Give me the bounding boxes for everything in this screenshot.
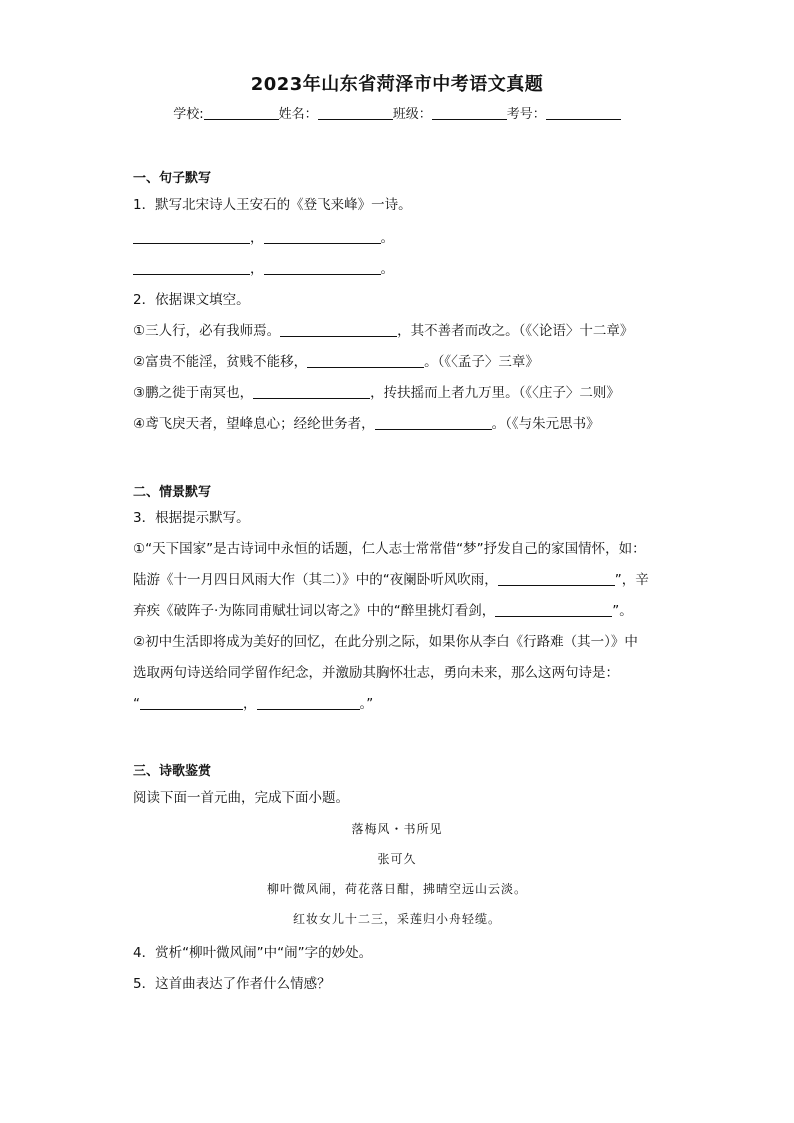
answer-blank[interactable] [253,385,370,399]
poem-title: 落梅风・书所见 [351,822,443,836]
q3-part1-line2 [133,568,649,588]
answer-blank[interactable] [498,572,615,586]
class-label: 班级： [392,107,432,122]
answer-blank[interactable] [133,261,250,275]
item-text-after: ，其不善者而改之。（《〈论语〉十二章》 [397,323,634,339]
q2-item-3 [133,381,620,401]
name-label: 姓名： [278,107,318,122]
page-title: 2023年山东省菏泽市中考语文真题 [250,74,544,95]
answer-blank[interactable] [307,354,424,368]
poem-line-1: 柳叶微风闹，荷花落日酣，拂晴空远山云淡。 [266,882,527,896]
item-text-after: 。（《〈孟子〉三章》 [424,354,539,370]
poem-author: 张可久 [377,852,417,866]
close-quote: 。” [359,696,374,712]
item-text-after: ，抟扶摇而上者九万里。（《〈庄子〉二则》 [370,385,620,401]
q3-part2-line3 [133,692,373,712]
section-heading-2: 二、情景默写 [133,485,212,500]
reading-intro: 阅读下面一首元曲，完成下面小题。 [133,790,349,806]
name-blank[interactable] [318,106,393,120]
q3-part1-line3 [133,599,633,619]
item-text-before: ④鸢飞戾天者，望峰息心；经纶世务者， [133,416,375,432]
item-text-before: ①三人行，必有我师焉。 [133,323,281,339]
comma: ， [250,261,264,277]
period: 。 [380,261,394,277]
school-blank[interactable] [204,106,279,120]
section-heading-3: 三、诗歌鉴赏 [133,764,212,779]
line-text-after: ”。 [612,603,633,619]
exam-no-label: 考号： [506,107,546,122]
answer-blank[interactable] [264,230,381,244]
line-text-after: ”，辛 [614,572,649,588]
question-2: 2．依据课文填空。 [133,292,250,308]
student-info-line [0,103,794,122]
school-label: 学校: [173,107,204,122]
comma: ， [250,230,264,246]
item-text-before: ③鹏之徙于南冥也， [133,385,254,401]
q1-answer-row-1 [133,226,394,246]
q3-part2-line2: 选取两句诗送给同学留作纪念，并激励其胸怀壮志，勇向未来，那么这两句诗是： [133,665,619,681]
answer-blank[interactable] [280,323,397,337]
open-quote: “ [133,696,140,712]
question-1: 1．默写北宋诗人王安石的《登飞来峰》一诗。 [133,197,412,213]
answer-blank[interactable] [495,603,612,617]
item-text-before: ②富贵不能淫，贫贱不能移， [133,354,308,370]
answer-blank[interactable] [257,696,360,710]
answer-blank[interactable] [264,261,381,275]
answer-blank[interactable] [133,230,250,244]
comma: ， [243,696,257,712]
line-text-before: 弃疾《破阵子·为陈同甫赋壮词以寄之》中的“醉里挑灯看剑， [133,603,496,619]
poem-line-2: 红妆女儿十二三，采莲归小舟轻缆。 [292,912,501,926]
answer-blank[interactable] [140,696,243,710]
item-text-after: 。（《与朱元思书》 [491,416,600,432]
question-3: 3．根据提示默写。 [133,510,250,526]
q2-item-4 [133,412,600,432]
q1-answer-row-2 [133,257,394,277]
question-4: 4．赏析“柳叶微风闹”中“闹”字的妙处。 [133,945,373,961]
exam-no-blank[interactable] [546,106,621,120]
line-text-before: 陆游《十一月四日风雨大作（其二）》中的“夜阑卧听风吹雨， [133,572,498,588]
q3-part1-line1: ①“天下国家”是古诗词中永恒的话题，仁人志士常常借“梦”抒发自己的家国情怀，如： [133,541,646,557]
period: 。 [380,230,394,246]
q2-item-1 [133,319,633,339]
q2-item-2 [133,350,539,370]
q3-part2-line1: ②初中生活即将成为美好的回忆，在此分别之际，如果你从李白《行路难（其一）》中 [133,634,638,650]
answer-blank[interactable] [375,416,492,430]
class-blank[interactable] [432,106,507,120]
section-heading-1: 一、句子默写 [133,171,212,186]
question-5: 5．这首曲表达了作者什么情感？ [133,976,331,992]
